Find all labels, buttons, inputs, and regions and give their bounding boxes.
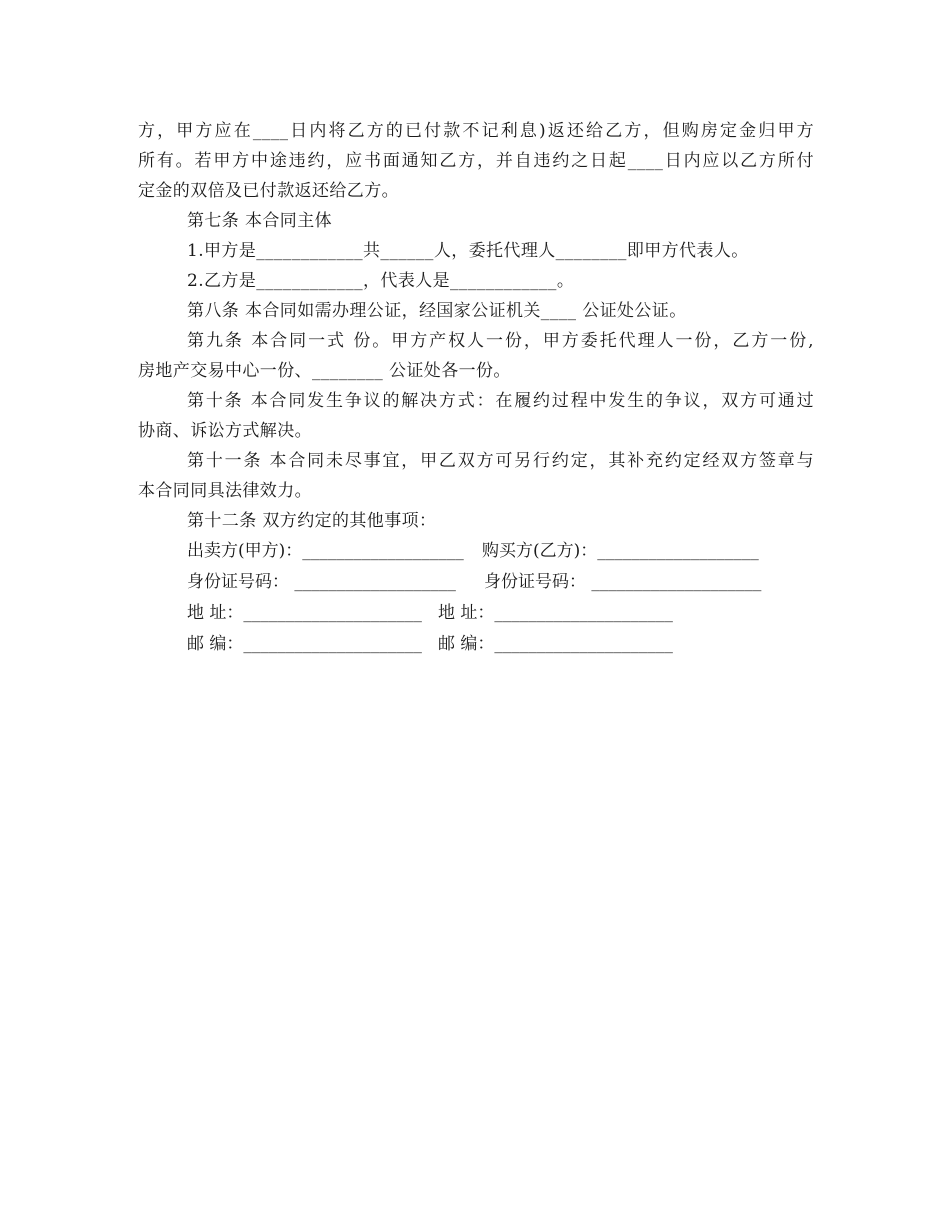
text-line: 本合同同具法律效力。 [138, 481, 312, 501]
text-line: 第九条 本合同一式 份。甲方产权人一份，甲方委托代理人一份，乙方一份, [187, 331, 814, 351]
text-line: 房地产交易中心一份、________ 公证处各一份。 [138, 361, 511, 381]
buyer-postcode-label: 邮 编：_____________________ [438, 634, 673, 654]
seller-id-label: 身份证号码： ___________________ [187, 572, 456, 592]
text-line: 定金的双倍及已付款返还给乙方。 [138, 181, 399, 201]
text-line: 第八条 本合同如需办理公证，经国家公证机关____ 公证处公证。 [187, 301, 687, 321]
signature-row [138, 598, 814, 629]
signature-row [138, 629, 814, 660]
signature-row [138, 567, 814, 598]
buyer-address-label: 地 址：_____________________ [438, 603, 673, 623]
text-line: 第十一条 本合同未尽事宜，甲乙双方可另行约定，其补充约定经双方签章与 [187, 451, 814, 471]
buyer-label: 购买方(乙方)：___________________ [482, 541, 759, 561]
text-line: 所有。若甲方中途违约，应书面通知乙方，并自违约之日起____日内应以乙方所付 [138, 151, 814, 171]
buyer-id-label: 身份证号码： ____________________ [484, 572, 762, 592]
article-heading: 第七条 本合同主体 [187, 211, 333, 231]
text-line: 1.甲方是____________共______人，委托代理人________即甲方代表人。 [187, 241, 749, 261]
seller-address-label: 地 址：_____________________ [187, 603, 422, 623]
text-line: 协商、诉讼方式解决。 [138, 421, 312, 441]
seller-postcode-label: 邮 编：_____________________ [187, 634, 422, 654]
text-line: 2.乙方是____________，代表人是____________。 [187, 271, 575, 291]
seller-label: 出卖方(甲方)：___________________ [187, 541, 464, 561]
article-heading: 第十二条 双方约定的其他事项： [187, 511, 437, 531]
text-line: 方，甲方应在____日内将乙方的已付款不记利息)返还给乙方，但购房定金归甲方 [138, 121, 814, 141]
signature-row [138, 536, 814, 567]
text-line: 第十条 本合同发生争议的解决方式：在履约过程中发生的争议，双方可通过 [187, 391, 814, 411]
document-page [138, 116, 814, 660]
